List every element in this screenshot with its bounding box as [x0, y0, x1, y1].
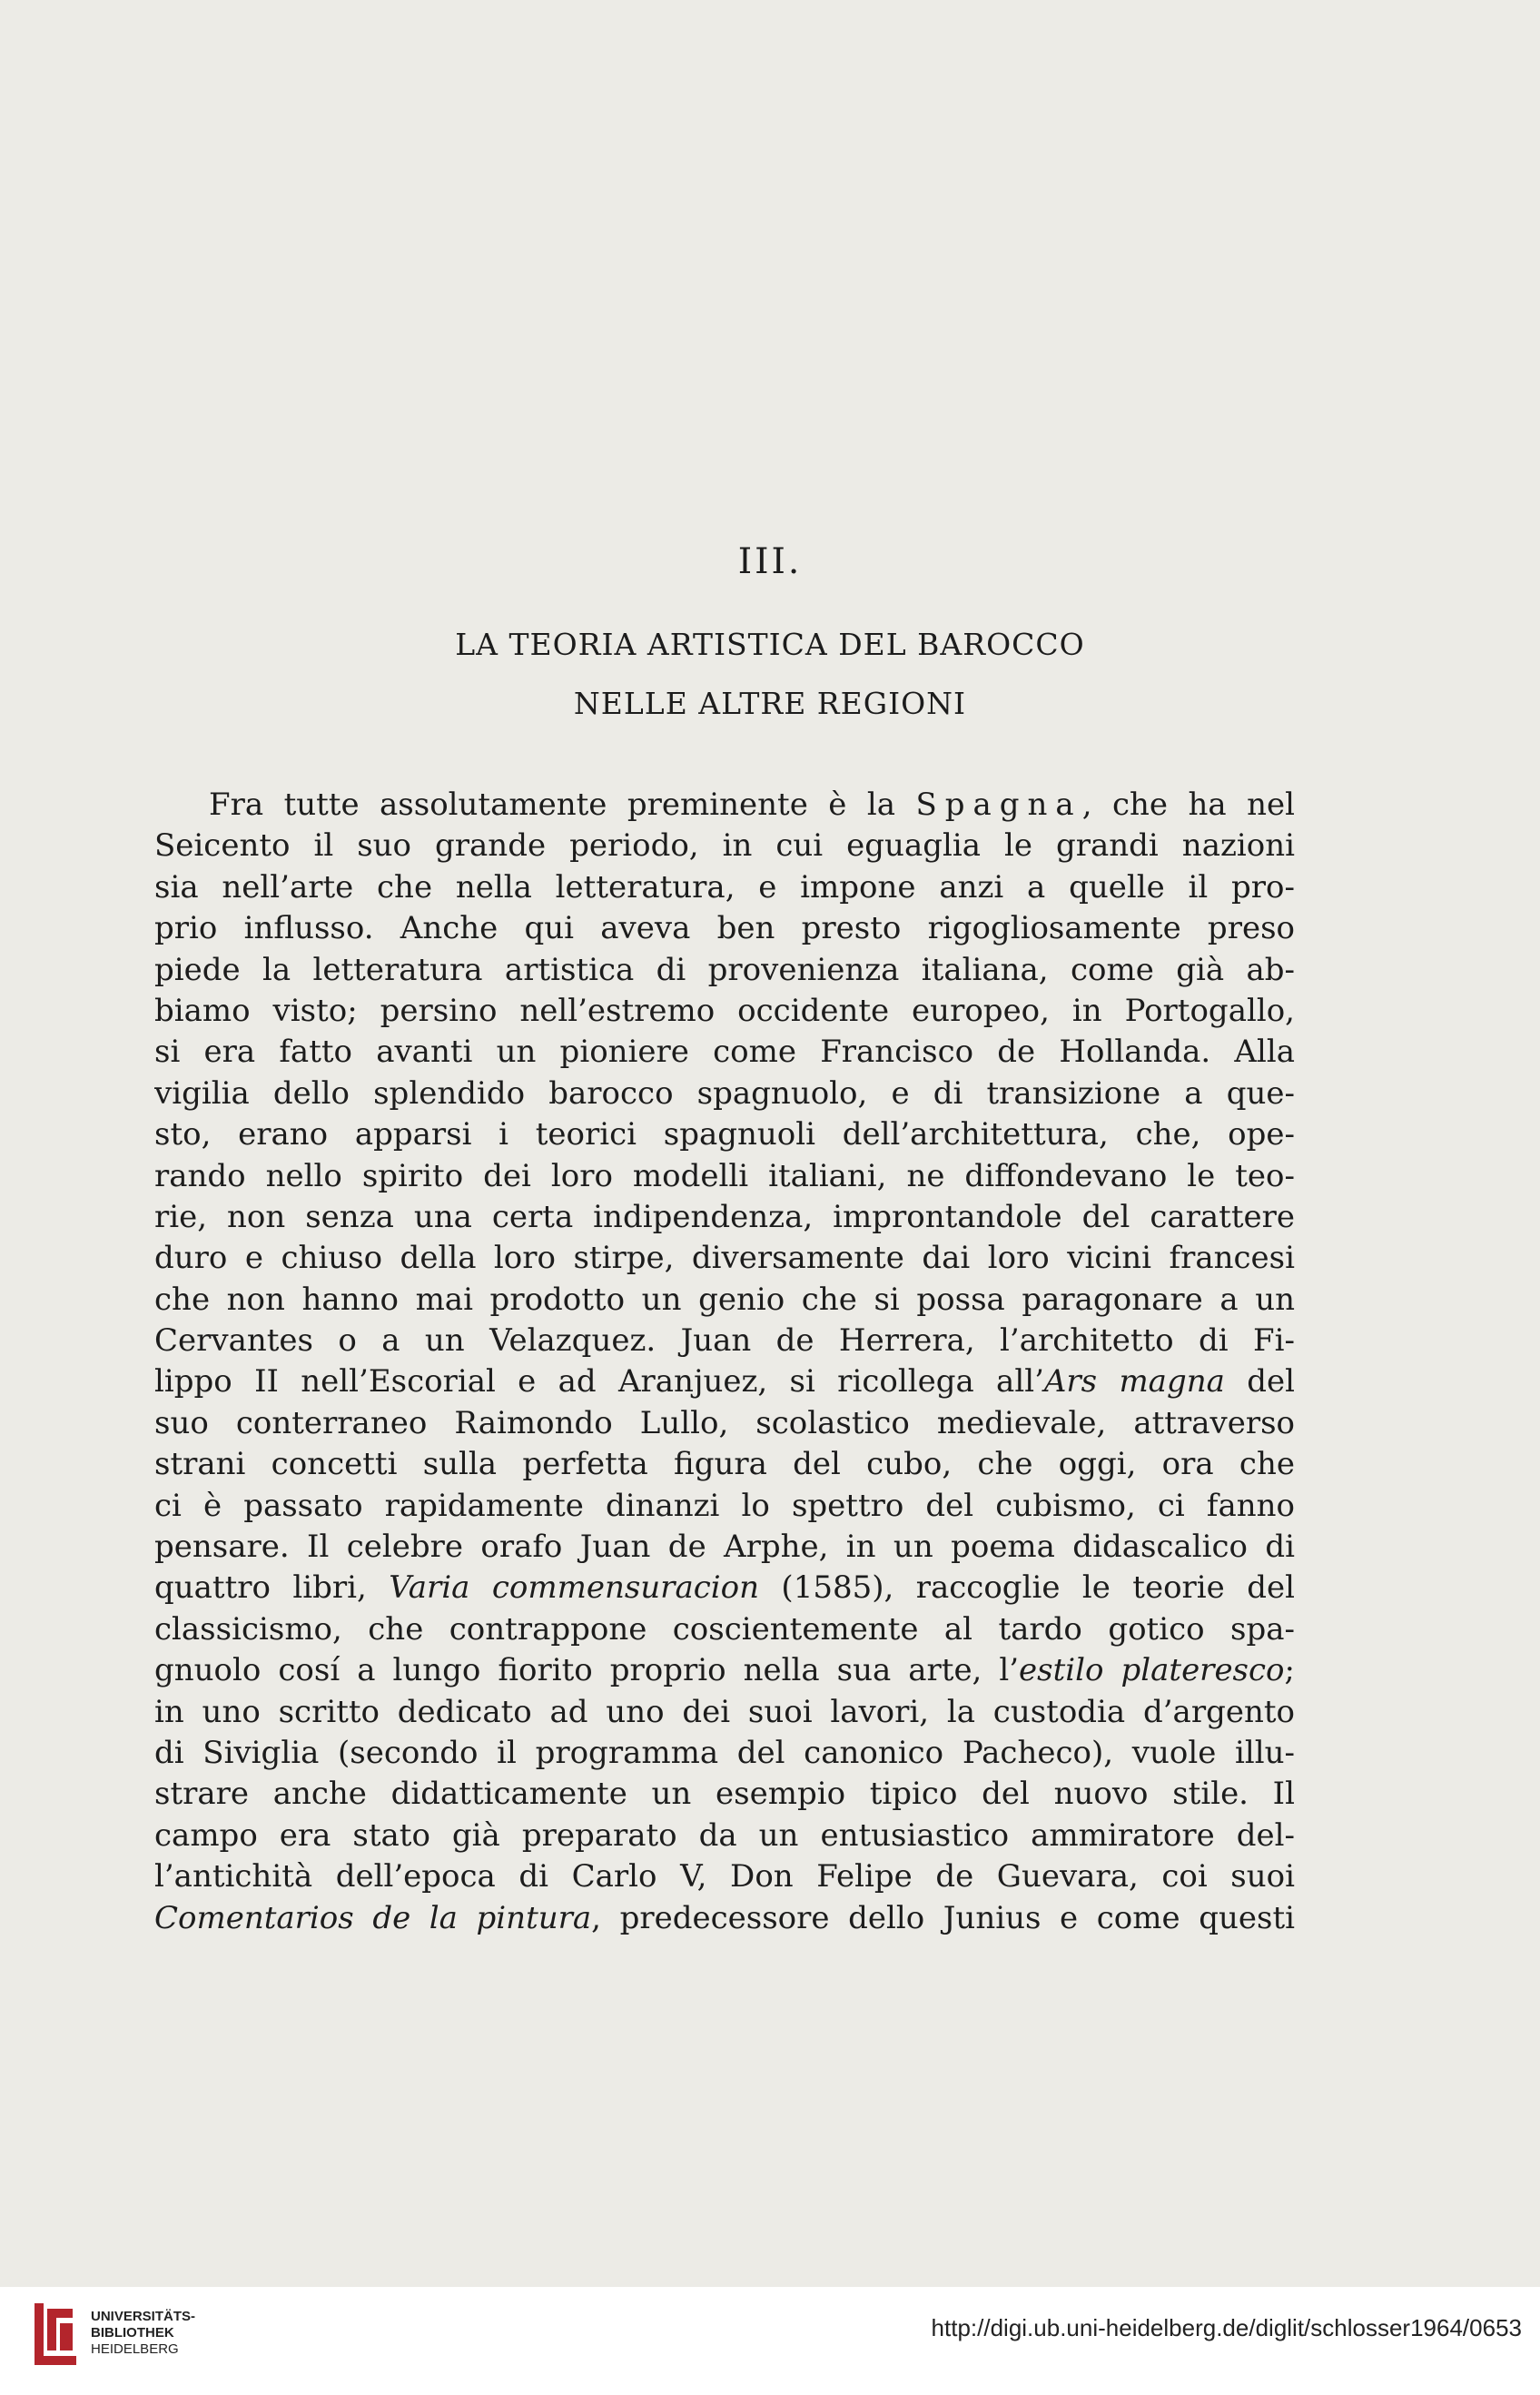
logo-line-1: UNIVERSITÄTS-	[91, 2309, 196, 2324]
italic-title: Varia commensuracion	[389, 1569, 759, 1607]
text-line: suo conterraneo Raimondo Lullo, scolastico medievale, attraverso	[154, 1404, 1295, 1441]
text-line: che non hanno mai prodotto un genio che si possa paragonare a un	[154, 1281, 1295, 1318]
text-line: gnuolo cosí a lungo fiorito proprio nella sua arte, l’estilo plateresco;	[154, 1652, 1295, 1689]
text-line: in uno scritto dedicato ad uno dei suoi lavori, la custodia d’argento	[154, 1693, 1295, 1730]
text-line: quattro libri, Varia commensuracion (1585), raccoglie le teorie del	[154, 1569, 1295, 1607]
body-text	[154, 785, 1295, 1939]
text-line: Seicento il suo grande periodo, in cui eguaglia le grandi nazioni	[154, 827, 1295, 865]
text-line: ci è passato rapidamente dinanzi lo spettro del cubismo, ci fanno	[154, 1487, 1295, 1524]
text-line: pensare. Il celebre orafo Juan de Arphe, in un poema didascalico di	[154, 1529, 1295, 1566]
logo-line-3: HEIDELBERG	[91, 2341, 179, 2357]
text-line: strani concetti sulla perfetta figura del cubo, che oggi, ora che	[154, 1446, 1295, 1483]
text-line: l’antichità dell’epoca di Carlo V, Don Felipe de Guevara, coi suoi	[154, 1858, 1295, 1895]
text-line: sia nell’arte che nella letteratura, e impone anzi a quelle il pro-	[154, 868, 1295, 906]
text-line: di Siviglia (secondo il programma del canonico Pacheco), vuole illu-	[154, 1734, 1295, 1771]
text-line: biamo visto; persino nell’estremo occidente europeo, in Portogallo,	[154, 992, 1295, 1029]
text-line: strare anche didatticamente un esempio tipico del nuovo stile. Il	[154, 1776, 1295, 1813]
library-logo-icon	[31, 2300, 80, 2369]
chapter-title-line-1: LA TEORIA ARTISTICA DEL BAROCCO	[455, 627, 1085, 662]
text-line: rie, non senza una certa indipendenza, improntandole del carattere	[154, 1198, 1295, 1235]
library-logo-text	[91, 2309, 195, 2358]
text-line: vigilia dello splendido barocco spagnuolo, e di transizione a que-	[154, 1074, 1295, 1112]
text-line: prio influsso. Anche qui aveva ben presto rigogliosamente preso	[154, 910, 1295, 947]
italic-title: Ars magna	[1043, 1363, 1225, 1400]
text-line: lippo II nell’Escorial e ad Aranjuez, si ricollega all’Ars magna del	[154, 1363, 1295, 1400]
spaced-word: Spagna	[915, 787, 1082, 823]
chapter-number: III.	[737, 541, 803, 582]
italic-title: estilo plateresco	[1019, 1652, 1285, 1689]
italic-title: Comentarios de la pintura	[154, 1899, 592, 1936]
text-line: piede la letteratura artistica di provenienza italiana, come già ab-	[154, 951, 1295, 988]
text-line: campo era stato già preparato da un entusiastico ammiratore del-	[154, 1816, 1295, 1854]
logo-line-2: BIBLIOTHEK	[91, 2325, 174, 2341]
text-line: Fra tutte assolutamente preminente è la Spagna, che ha nel	[209, 787, 1295, 823]
source-url-link[interactable]: http://digi.ub.uni-heidelberg.de/diglit/schlosser1964/0653	[931, 2314, 1522, 2341]
text-line: Cervantes o a un Velazquez. Juan de Herrera, l’architetto di Fi-	[154, 1322, 1295, 1360]
text-line: classicismo, che contrappone coscientemente al tardo gotico spa-	[154, 1610, 1295, 1648]
text-line: duro e chiuso della loro stirpe, diversamente dai loro vicini francesi	[154, 1240, 1295, 1277]
text-line: sto, erano apparsi i teorici spagnuoli dell’architettura, che, ope-	[154, 1116, 1295, 1153]
chapter-title-line-2: NELLE ALTRE REGIONI	[573, 686, 967, 721]
text-line: Comentarios de la pintura, predecessore dello Junius e come questi	[154, 1899, 1295, 1936]
text-line: rando nello spirito dei loro modelli italiani, ne diffondevano le teo-	[154, 1157, 1295, 1194]
text-line: si era fatto avanti un pioniere come Francisco de Hollanda. Alla	[154, 1034, 1295, 1071]
